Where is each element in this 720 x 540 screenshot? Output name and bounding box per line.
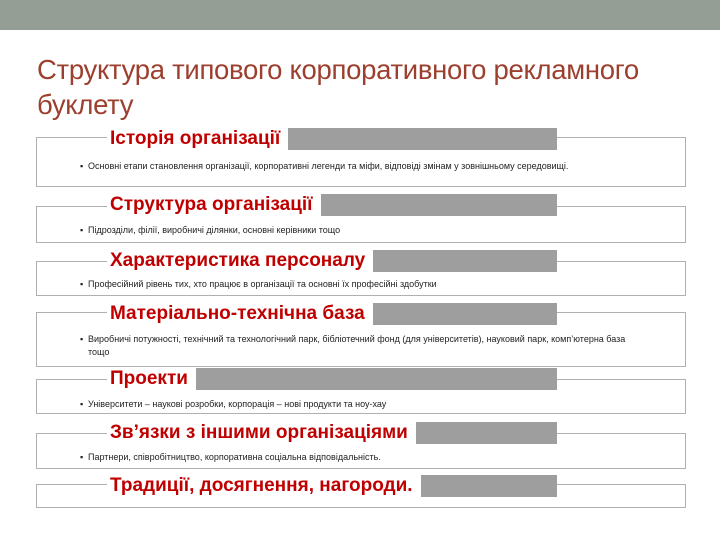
section-text: Основні етапи становлення організації, корпоративні легенди та міфи, відповіді змінам у зовнішньому середовищі. (88, 161, 569, 171)
section-bullet (80, 160, 648, 173)
bullet-icon: ▪ (80, 225, 84, 235)
section-heading: Історія організації (107, 128, 288, 150)
section-text: Професійний рівень тих, хто працює в організації та основні їх професійні здобутки (88, 279, 437, 289)
section-bullet (80, 451, 648, 464)
slide-title: Структура типового корпоративного рекламного буклету (37, 54, 639, 120)
bullet-icon: ▪ (80, 161, 84, 171)
section-heading: Зв’язки з іншими організаціями (107, 422, 416, 444)
section-header-bar (107, 128, 557, 150)
section-header-bar (107, 368, 557, 390)
section-text: Партнери, співробітництво, корпоративна соціальна відповідальність. (88, 452, 381, 462)
bullet-icon: ▪ (80, 399, 84, 409)
section-header-bar (107, 194, 557, 216)
section-heading: Традиції, досягнення, нагороди. (107, 475, 421, 497)
section-header-bar (107, 422, 557, 444)
section-heading: Матеріально-технічна база (107, 303, 373, 325)
section-heading: Проекти (107, 368, 196, 390)
section-text: Університети – наукові розробки, корпорація – нові продукти та ноу-хау (88, 399, 387, 409)
section-text: Підрозділи, філії, виробничі ділянки, основні керівники тощо (88, 225, 341, 235)
section-bullet (80, 224, 648, 237)
section-header-bar (107, 303, 557, 325)
section-text: Виробничі потужності, технічний та технологічний парк, бібліотечний фонд (для університетів), науковий парк, комп’ютерна база тощо (88, 334, 626, 357)
section-heading: Характеристика персоналу (107, 250, 373, 272)
bullet-icon: ▪ (80, 452, 84, 462)
bullet-icon: ▪ (80, 334, 84, 344)
section-bullet (80, 398, 648, 411)
top-bar (0, 0, 720, 30)
section-bullet (80, 278, 648, 291)
section-heading: Структура організації (107, 194, 321, 216)
section-header-bar (107, 250, 557, 272)
bullet-icon: ▪ (80, 279, 84, 289)
section-bullet (80, 333, 648, 358)
section-header-bar (107, 475, 557, 497)
